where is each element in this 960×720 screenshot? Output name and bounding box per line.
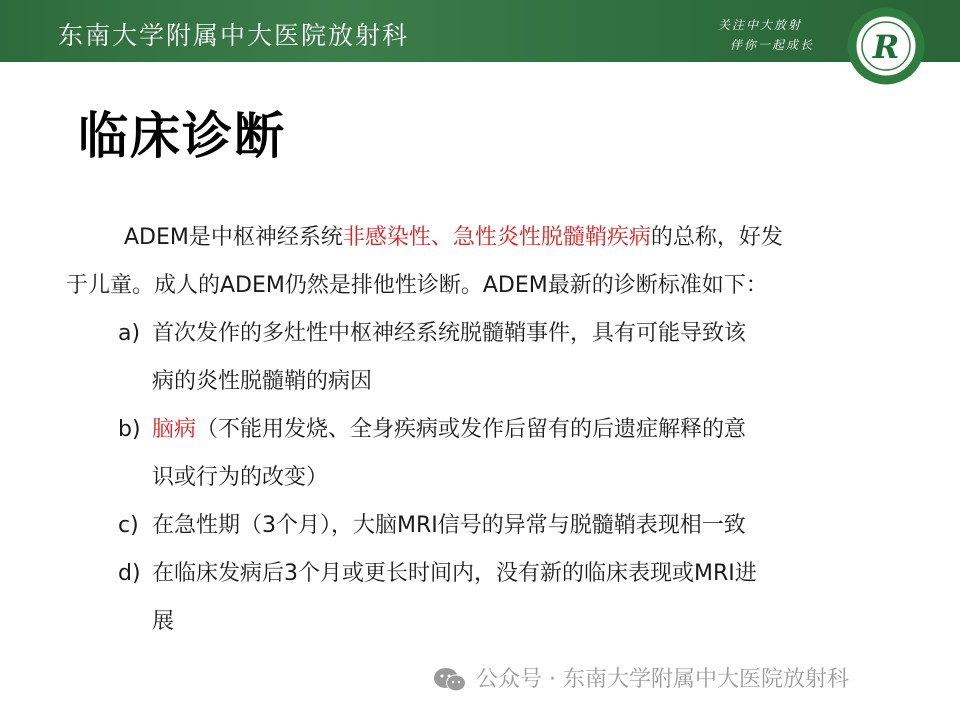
item-c-marker: c) bbox=[118, 513, 139, 538]
wechat-icon bbox=[432, 666, 468, 694]
intro-highlight: 非感染性、急性炎性脱髓鞘疾病 bbox=[342, 225, 651, 250]
hospital-logo-icon bbox=[846, 6, 926, 86]
item-b-line-1 bbox=[152, 406, 746, 454]
item-b-line-2: 识或行为的改变） bbox=[152, 465, 329, 490]
item-a-marker: a) bbox=[118, 321, 141, 346]
footer-watermark-text: 公众号 · 东南大学附属中大医院放射科 bbox=[476, 667, 849, 692]
item-d-line-2: 展 bbox=[152, 609, 175, 634]
item-d-marker: d) bbox=[118, 561, 141, 586]
slogan-line-1: 关注中大放射 bbox=[718, 18, 803, 32]
item-b-marker: b) bbox=[118, 417, 141, 442]
slogan-line-2: 伴你一起成长 bbox=[730, 38, 815, 52]
item-a-line-1: 首次发作的多灶性中枢神经系统脱髓鞘事件，具有可能导致该 bbox=[152, 321, 747, 346]
item-a-line-2: 病的炎性脱髓鞘的病因 bbox=[152, 369, 373, 394]
slide-title: 临床诊断 bbox=[78, 107, 286, 165]
item-b-text: （不能用发烧、全身疾病或发作后留有的后遗症解释的意 bbox=[196, 417, 747, 442]
intro-text-start: ADEM是中枢神经系统 bbox=[124, 225, 343, 250]
logo-letter: R bbox=[872, 28, 900, 66]
intro-text-end: 的总称，好发 bbox=[650, 225, 783, 250]
intro-line-2: 于儿童。成人的ADEM仍然是排他性诊断。ADEM最新的诊断标准如下： bbox=[66, 273, 768, 298]
header-title: 东南大学附属中大医院放射科 bbox=[58, 21, 410, 50]
item-b-highlight: 脑病 bbox=[152, 417, 197, 442]
header-banner bbox=[0, 0, 960, 62]
item-d-line-1: 在临床发病后3个月或更长时间内，没有新的临床表现或MRI进 bbox=[152, 561, 757, 586]
intro-line-1 bbox=[124, 214, 783, 262]
item-c-line-1: 在急性期（3个月），大脑MRI信号的异常与脱髓鞘表现相一致 bbox=[152, 513, 746, 538]
